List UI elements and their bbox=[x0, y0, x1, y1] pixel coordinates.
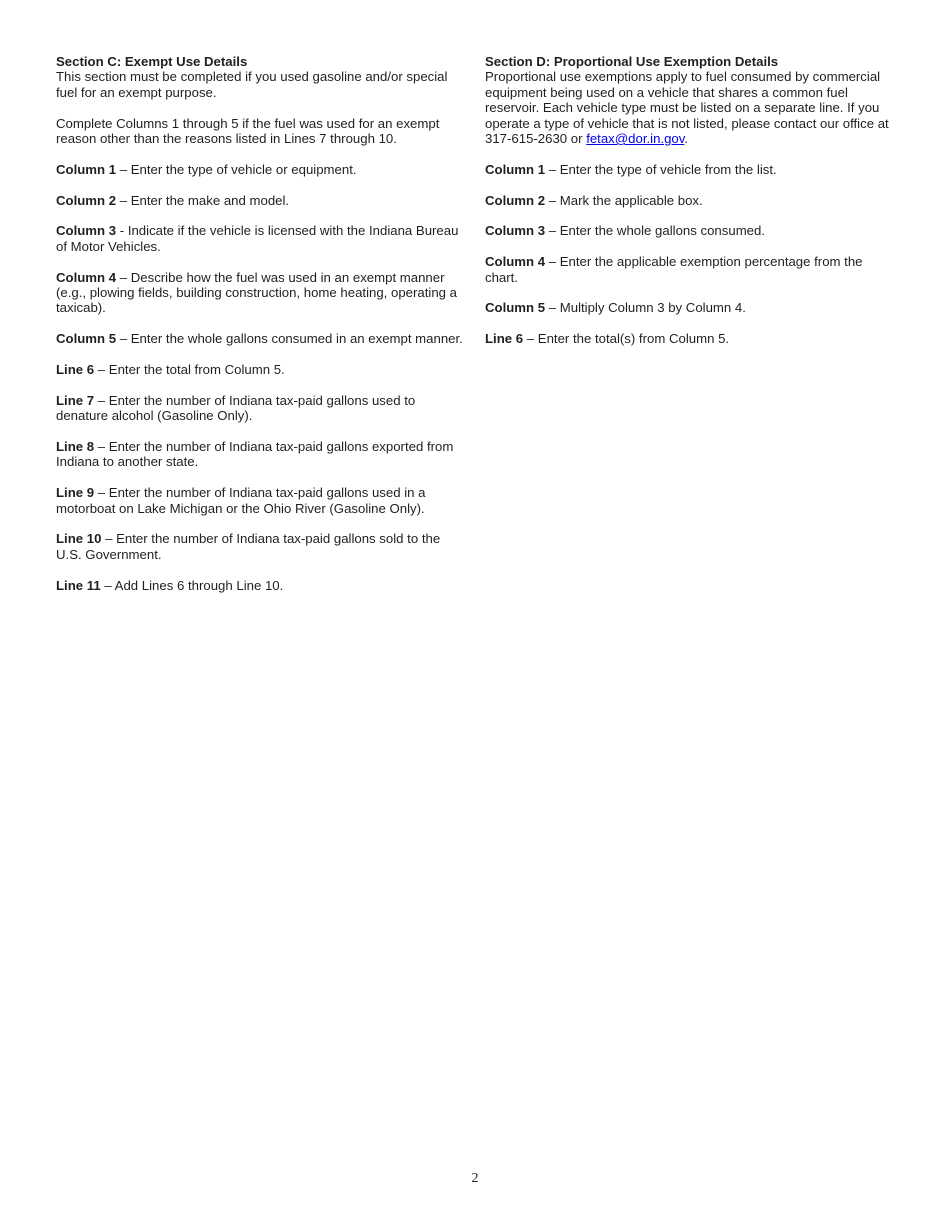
section-c-item bbox=[56, 193, 468, 208]
item-text: Enter the whole gallons consumed. bbox=[559, 223, 766, 239]
item-separator: – bbox=[94, 392, 109, 408]
item-separator: – bbox=[116, 269, 131, 285]
item-separator: – bbox=[545, 161, 560, 177]
item-text: Enter the number of Indiana tax-paid gallons used to denature alcohol (Gasoline Only). bbox=[56, 392, 416, 424]
item-text: Enter the number of Indiana tax-paid gallons exported from Indiana to another state. bbox=[56, 439, 454, 470]
item-text: Enter the make and model. bbox=[130, 192, 290, 208]
item-term: Column 2 bbox=[56, 192, 117, 208]
section-d-intro-end: . bbox=[684, 131, 689, 147]
section-d-item bbox=[485, 223, 890, 238]
section-c-item bbox=[56, 162, 468, 177]
section-d-items bbox=[485, 162, 890, 347]
section-d-intro-block bbox=[485, 54, 890, 146]
item-text: Mark the applicable box. bbox=[559, 192, 703, 208]
item-separator: – bbox=[116, 192, 131, 208]
item-separator: – bbox=[116, 161, 131, 177]
item-separator: – bbox=[116, 331, 131, 347]
item-separator: – bbox=[545, 254, 560, 270]
item-term: Line 9 bbox=[56, 485, 95, 501]
item-term: Column 1 bbox=[485, 161, 546, 177]
section-c-item bbox=[56, 531, 468, 562]
item-separator: - bbox=[116, 223, 128, 239]
section-c-item bbox=[56, 485, 468, 516]
section-c-item bbox=[56, 393, 468, 424]
item-term: Column 4 bbox=[56, 269, 117, 285]
section-d-item bbox=[485, 300, 890, 315]
item-term: Column 3 bbox=[56, 223, 117, 239]
item-term: Column 5 bbox=[56, 331, 117, 347]
item-separator: – bbox=[100, 577, 115, 593]
item-separator: – bbox=[545, 192, 560, 208]
page-number: 2 bbox=[471, 1171, 479, 1186]
section-d-item bbox=[485, 331, 890, 346]
item-separator: – bbox=[94, 362, 109, 378]
section-c-item bbox=[56, 223, 468, 254]
item-separator: – bbox=[545, 300, 560, 316]
section-d-heading: Section D: Proportional Use Exemption Details bbox=[485, 54, 779, 69]
section-d bbox=[485, 54, 890, 347]
item-separator: – bbox=[94, 439, 109, 455]
item-term: Line 7 bbox=[56, 392, 95, 408]
item-text: Add Lines 6 through Line 10. bbox=[114, 577, 284, 593]
item-term: Column 5 bbox=[485, 300, 546, 316]
item-separator: – bbox=[101, 531, 117, 547]
item-term: Line 10 bbox=[56, 531, 102, 547]
item-text: Enter the whole gallons consumed in an exempt manner. bbox=[130, 331, 463, 347]
section-c bbox=[56, 54, 468, 593]
item-term: Line 6 bbox=[485, 331, 524, 347]
section-c-heading: Section C: Exempt Use Details bbox=[56, 54, 248, 69]
section-d-item bbox=[485, 254, 890, 285]
section-c-instructions: Complete Columns 1 through 5 if the fuel was used for an exempt reason other than the reasons listed in Lines 7 through 10. bbox=[56, 115, 440, 147]
item-separator: – bbox=[94, 485, 109, 501]
item-text: Describe how the fuel was used in an exempt manner (e.g., plowing fields, building construction, home heating, operating a taxicab). bbox=[56, 269, 458, 316]
item-term: Column 2 bbox=[485, 192, 546, 208]
item-text: Enter the number of Indiana tax-paid gallons used in a motorboat on Lake Michigan or the Ohio River (Gasoline Only). bbox=[56, 485, 426, 516]
item-text: Indicate if the vehicle is licensed with the Indiana Bureau of Motor Vehicles. bbox=[56, 223, 459, 254]
item-term: Line 8 bbox=[56, 439, 95, 455]
section-c-item bbox=[56, 270, 468, 316]
section-c-intro-block bbox=[56, 54, 468, 100]
item-separator: – bbox=[523, 331, 538, 347]
section-c-item bbox=[56, 439, 468, 470]
section-d-intro: Proportional use exemptions apply to fuel consumed by commercial equipment being used on a vehicle that shares a common fuel reservoir. Each vehicle type must be listed on a separate line. If you operate a type of vehicle that is not listed, please contact our office at 317-615-2630 or bbox=[485, 69, 889, 147]
section-c-items bbox=[56, 162, 468, 593]
section-c-item bbox=[56, 362, 468, 377]
item-text: Enter the applicable exemption percentage from the chart. bbox=[485, 254, 863, 285]
item-term: Line 11 bbox=[56, 577, 101, 593]
item-term: Column 1 bbox=[56, 161, 117, 177]
item-text: Enter the number of Indiana tax-paid gallons sold to the U.S. Government. bbox=[56, 531, 441, 562]
item-text: Multiply Column 3 by Column 4. bbox=[559, 300, 746, 316]
section-d-item bbox=[485, 162, 890, 177]
section-c-item bbox=[56, 578, 468, 593]
section-c-item bbox=[56, 331, 468, 346]
item-separator: – bbox=[545, 223, 560, 239]
section-c-intro: This section must be completed if you used gasoline and/or special fuel for an exempt purpose. bbox=[56, 69, 448, 100]
item-term: Line 6 bbox=[56, 362, 95, 378]
section-d-item bbox=[485, 193, 890, 208]
item-text: Enter the type of vehicle from the list. bbox=[559, 161, 777, 177]
item-term: Column 3 bbox=[485, 223, 546, 239]
email-link[interactable]: fetax@dor.in.gov bbox=[586, 131, 685, 147]
item-term: Column 4 bbox=[485, 254, 546, 270]
item-text: Enter the total(s) from Column 5. bbox=[537, 331, 730, 347]
item-text: Enter the type of vehicle or equipment. bbox=[130, 161, 357, 177]
item-text: Enter the total from Column 5. bbox=[108, 362, 285, 378]
